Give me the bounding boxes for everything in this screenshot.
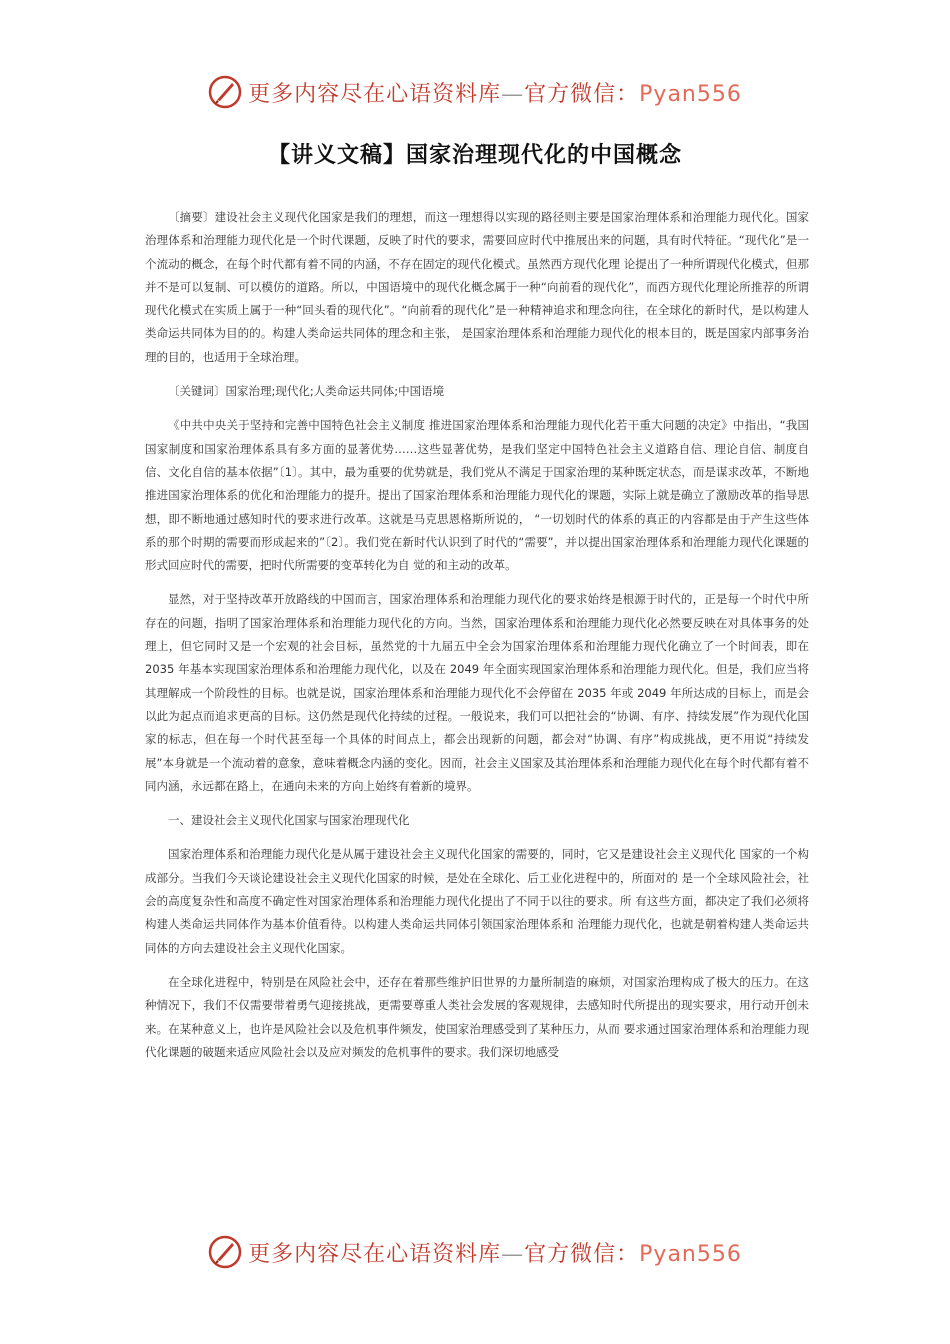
- document-body: [145, 206, 809, 1075]
- footer-banner-slogan: 更多内容尽在心语资料库: [248, 1241, 502, 1267]
- header-banner: [0, 72, 950, 112]
- header-banner-slogan: 更多内容尽在心语资料库: [248, 81, 502, 107]
- section-heading: 一、建设社会主义现代化国家与国家治理现代化: [168, 813, 410, 828]
- quill-logo-icon: [208, 75, 242, 109]
- footer-banner-text: [248, 1237, 742, 1268]
- header-banner-handle: Pyan556: [639, 81, 742, 107]
- quill-logo-icon: [208, 1235, 242, 1269]
- header-banner-text: [248, 77, 742, 108]
- footer-banner: [0, 1232, 950, 1272]
- footer-banner-dash: —: [501, 1241, 525, 1267]
- body-paragraph: 《中共中央关于坚持和完善中国特色社会主义制度 推进国家治理体系和治理能力现代化若干重大问题的决定》中指出，“我国国家制度和国家治理体系具有多方面的显著优势……这些显著优势，是我们坚定中国特色社会主义道路自信、理论自信、制度自信、文化自信的基本依据”〔1〕。其中，最为重要的优势就是，我们党从不满足于国家治理的某种既定状态，而是谋求改革，不断地推进国家治理体系的优化和治理能力的提升。提出了国家治理体系和治理能力现代化的课题，实际上就是确立了激励改革的指导思想，即不断地通过感知时代的要求进行改革。这就是马克思恩格斯所说的， “一切划时代的体系的真正的内容都是由于产生这些体系的那个时期的需要而形成起来的”〔2〕。我们党在新时代认识到了时代的“需要”，并以提出国家治理体系和治理能力现代化课题的形式回应时代的需要，把时代所需要的变革转化为自 觉的和主动的改革。: [145, 418, 809, 573]
- body-paragraph: 显然，对于坚持改革开放路线的中国而言，国家治理体系和治理能力现代化的要求始终是根源于时代的，正是每一个时代中所存在的问题，指明了国家治理体系和治理能力现代化的方向。当然，国家治理体系和治理能力现代化必然要反映在对具体事务的处理上，但它同时又是一个宏观的社会目标，虽然党的十九届五中全会为国家治理体系和治理能力现代化确立了一个时间表，即在 2035 年基本实现国家治理体系和治理能力现代化，以及在 2049 年全面实现国家治理体系和治理能力现代化。但是，我们应当将其理解成一个阶段性的目标。也就是说，国家治理体系和治理能力现代化不会停留在 2035 年或 2049 年所达成的目标上，而是会以此为起点而追求更高的目标。这仍然是现代化持续的过程。一般说来，我们可以把社会的“协调、有序、持续发展”作为现代化国家的标志，但在每一个时代甚至每一个具体的时间点上，都会出现新的问题，都会对“协调、有序”构成挑战，更不用说“持续发展”本身就是一个流动着的意象，意味着概念内涵的变化。因而，社会主义国家及其治理体系和治理能力现代化在每个时代都有着不同内涵，永远都在路上，在通向未来的方向上始终有着新的境界。: [145, 592, 809, 793]
- body-paragraph: 在全球化进程中，特别是在风险社会中，还存在着那些维护旧世界的力量所制造的麻烦，对国家治理构成了极大的压力。在这种情况下，我们不仅需要带着勇气迎接挑战，更需要尊重人类社会发展的客观规律，去感知时代所提出的现实要求，用行动开创未来。在某种意义上，也许是风险社会以及危机事件频发，使国家治理感受到了某种压力，从而 要求通过国家治理体系和治理能力现代化课题的破题来适应风险社会以及应对频发的危机事件的要求。我们深切地感受: [145, 974, 809, 1059]
- keywords-paragraph: 〔关键词〕国家治理;现代化;人类命运共同体;中国语境: [168, 384, 445, 399]
- footer-banner-handle: Pyan556: [639, 1241, 742, 1267]
- abstract-paragraph: 〔摘要〕建设社会主义现代化国家是我们的理想，而这一理想得以实现的路径则主要是国家治理体系和治理能力现代化。国家治理体系和治理能力现代化是一个时代课题，反映了时代的要求，需要回应时代中推展出来的问题，具有时代特征。“现代化”是一个流动的概念，在每个时代都有着不同的内涵，不存在固定的现代化模式。虽然西方现代化理 论提出了一种所谓现代化模式，但那并不是可以复制、可以模仿的道路。所以，中国语境中的现代化概念属于一种“向前看的现代化”，而西方现代化理论所推荐的所谓现代化模式在实质上属于一种“回头看的现代化”。“向前看的现代化”是一种精神追求和理念向往，在全球化的新时代，是以构建人类命运共同体为目的的。构建人类命运共同体的理念和主张， 是国家治理体系和治理能力现代化的根本目的，既是国家内部事务治理的目的，也适用于全球治理。: [145, 210, 809, 364]
- footer-banner-contact: 官方微信：: [524, 1241, 640, 1267]
- header-banner-dash: —: [501, 81, 525, 107]
- header-banner-contact: 官方微信：: [524, 81, 640, 107]
- document-title: 【讲义文稿】国家治理现代化的中国概念: [267, 143, 682, 168]
- body-paragraph: 国家治理体系和治理能力现代化是从属于建设社会主义现代化国家的需要的，同时，它又是建设社会主义现代化 国家的一个构成部分。当我们今天谈论建设社会主义现代化国家的时候，是处在全球化、后工业化进程中的，所面对的 是一个全球风险社会，社会的高度复杂性和高度不确定性对国家治理体系和治理能力现代化提出了不同于以往的要求。所 有这些方面，都决定了我们必须将构建人类命运共同体作为基本价值看待。以构建人类命运共同体引领国家治理体系和 治理能力现代化，也就是朝着构建人类命运共同体的方向去建设社会主义现代化国家。: [145, 847, 809, 955]
